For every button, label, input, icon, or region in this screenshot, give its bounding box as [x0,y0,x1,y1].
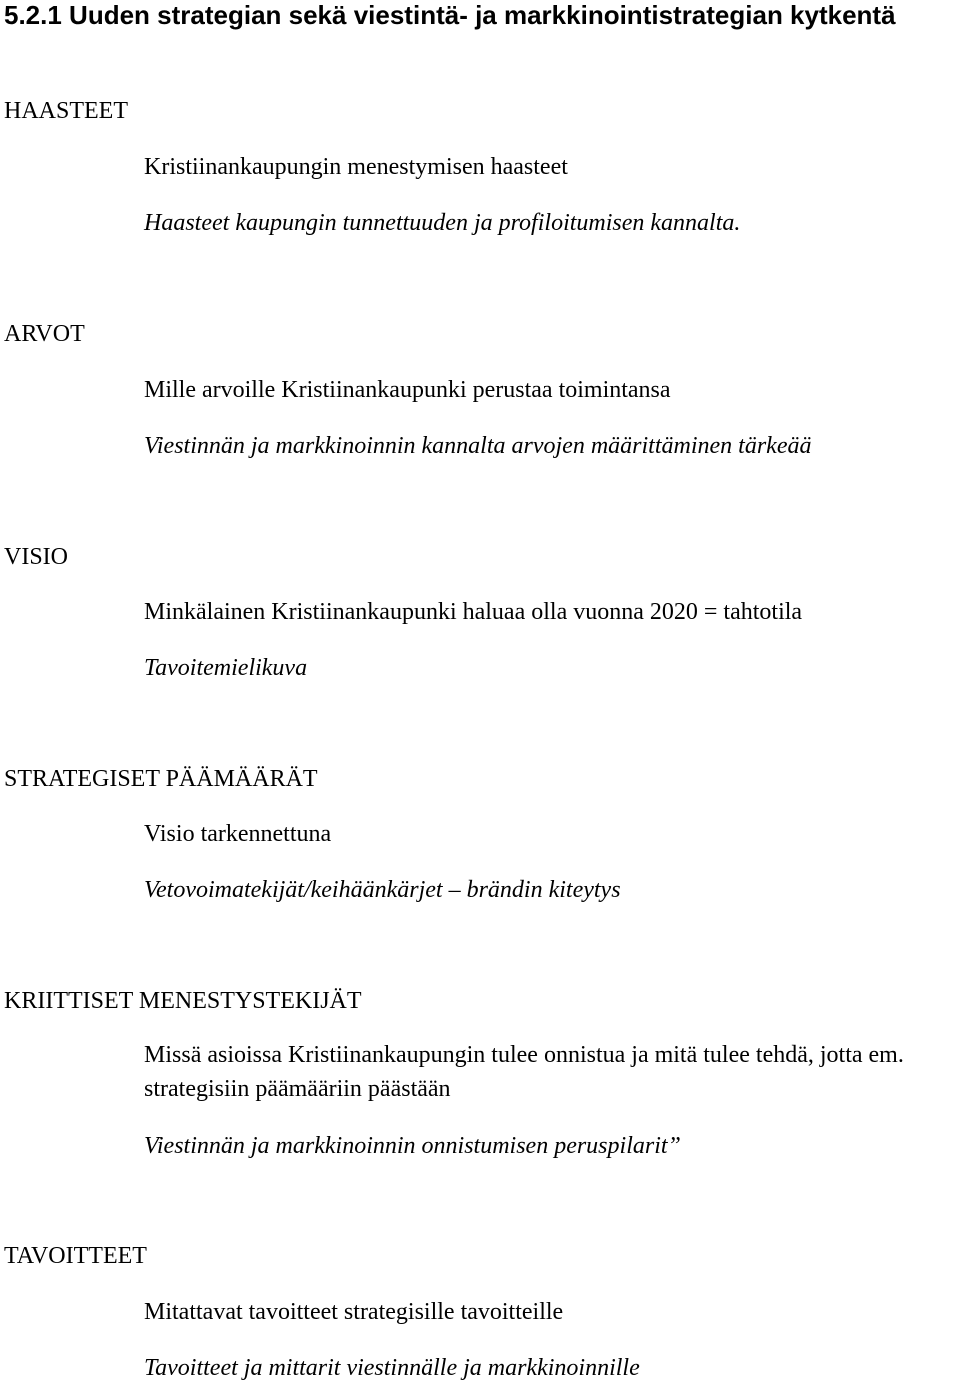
section-description-kriittiset-menestystekijat: Missä asioissa Kristiinankaupungin tulee onnistua ja mitä tulee tehdä, jotta em. strategisiin päämääriin päästään [144,1042,904,1102]
section-heading-tavoitteet: TAVOITTEET [4,1243,147,1269]
section-heading-visio: VISIO [4,544,68,570]
section-note-kriittiset-menestystekijat: Viestinnän ja markkinoinnin onnistumisen peruspilarit” [144,1133,681,1159]
section-note-tavoitteet: Tavoitteet ja mittarit viestinnälle ja markkinoinnille [144,1355,640,1381]
section-note-arvot: Viestinnän ja markkinoinnin kannalta arvojen määrittäminen tärkeää [144,433,812,459]
section-heading-haasteet: HAASTEET [4,98,128,124]
section-description-tavoitteet: Mitattavat tavoitteet strategisille tavoitteille [144,1299,564,1325]
section-heading-arvot: ARVOT [4,321,85,347]
section-description-arvot: Mille arvoille Kristiinankaupunki perustaa toimintansa [144,377,671,403]
section-description-strategiset-paamaarat: Visio tarkennettuna [144,821,332,847]
section-description-visio: Minkälainen Kristiinankaupunki haluaa olla vuonna 2020 = tahtotila [144,599,803,625]
section-description-haasteet: Kristiinankaupungin menestymisen haasteet [144,154,568,180]
section-heading-kriittiset-menestystekijat: KRIITTISET MENESTYSTEKIJÄT [4,988,362,1014]
page-title: 5.2.1 Uuden strategian sekä viestintä- ja markkinointistrategian kytkentä [4,0,896,30]
section-heading-strategiset-paamaarat: STRATEGISET PÄÄMÄÄRÄT [4,766,318,792]
section-note-haasteet: Haasteet kaupungin tunnettuuden ja profiloitumisen kannalta. [144,210,741,236]
section-note-strategiset-paamaarat: Vetovoimatekijät/keihäänkärjet – brändin kiteytys [144,877,621,903]
section-note-visio: Tavoitemielikuva [144,655,308,681]
